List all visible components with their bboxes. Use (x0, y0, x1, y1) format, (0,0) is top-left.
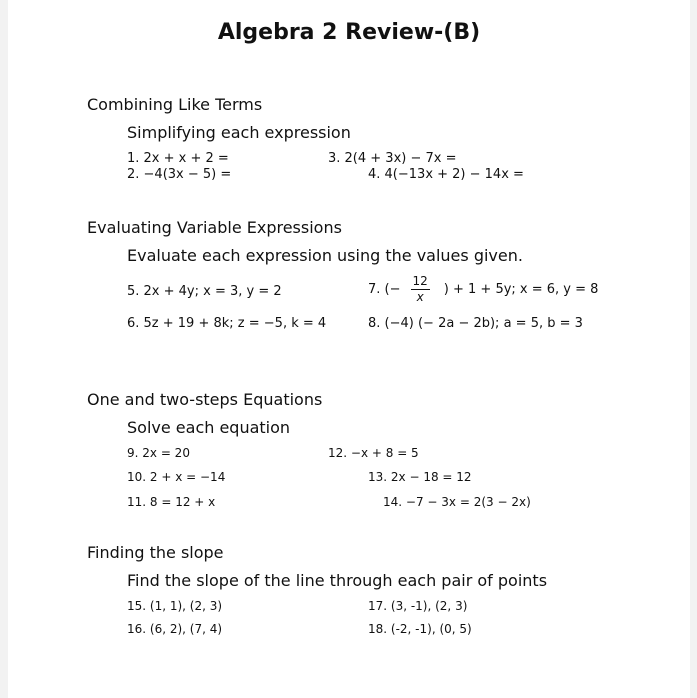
problem-16: 16. (6, 2), (7, 4) (127, 622, 223, 636)
section-heading: Evaluating Variable Expressions (87, 218, 342, 237)
problem-15: 15. (1, 1), (2, 3) (127, 599, 223, 613)
page-title: Algebra 2 Review-(B) (217, 20, 481, 45)
fraction-numerator: 12 (412, 274, 428, 288)
problem-2: 2. −4(3x − 5) = (127, 167, 232, 182)
problem-8: 8. (−4) (− 2a − 2b); a = 5, b = 3 (368, 316, 583, 331)
problem-1: 1. 2x + x + 2 = (127, 151, 229, 166)
problem-7 (368, 274, 598, 305)
problem-18: 18. (-2, -1), (0, 5) (368, 622, 472, 636)
problem-4: 4. 4(−13x + 2) − 14x = (368, 167, 524, 182)
worksheet-page (8, 0, 690, 698)
problem-12: 12. −x + 8 = 5 (328, 446, 419, 460)
section-instruction: Evaluate each expression using the values given. (127, 246, 523, 265)
problem-7-prefix: 7. (− (368, 282, 401, 297)
problem-11: 11. 8 = 12 + x (127, 495, 216, 509)
fraction-denominator: x (416, 290, 424, 304)
fraction (411, 274, 430, 305)
section-instruction: Simplifying each expression (127, 123, 351, 142)
problem-6: 6. 5z + 19 + 8k; z = −5, k = 4 (127, 316, 327, 331)
problem-13: 13. 2x − 18 = 12 (368, 470, 472, 484)
problem-5: 5. 2x + 4y; x = 3, y = 2 (127, 284, 282, 299)
problem-10: 10. 2 + x = −14 (127, 470, 226, 484)
problem-7-suffix: ) + 1 + 5y; x = 6, y = 8 (443, 282, 599, 297)
problem-17: 17. (3, -1), (2, 3) (368, 599, 468, 613)
section-instruction: Find the slope of the line through each pair of points (127, 571, 548, 590)
section-heading: One and two-steps Equations (87, 390, 323, 409)
section-heading: Combining Like Terms (87, 95, 263, 114)
section-instruction: Solve each equation (127, 418, 291, 437)
problem-14: 14. −7 − 3x = 2(3 − 2x) (383, 495, 531, 509)
problem-9: 9. 2x = 20 (127, 446, 190, 460)
problem-3: 3. 2(4 + 3x) − 7x = (328, 151, 457, 166)
section-heading: Finding the slope (87, 543, 224, 562)
